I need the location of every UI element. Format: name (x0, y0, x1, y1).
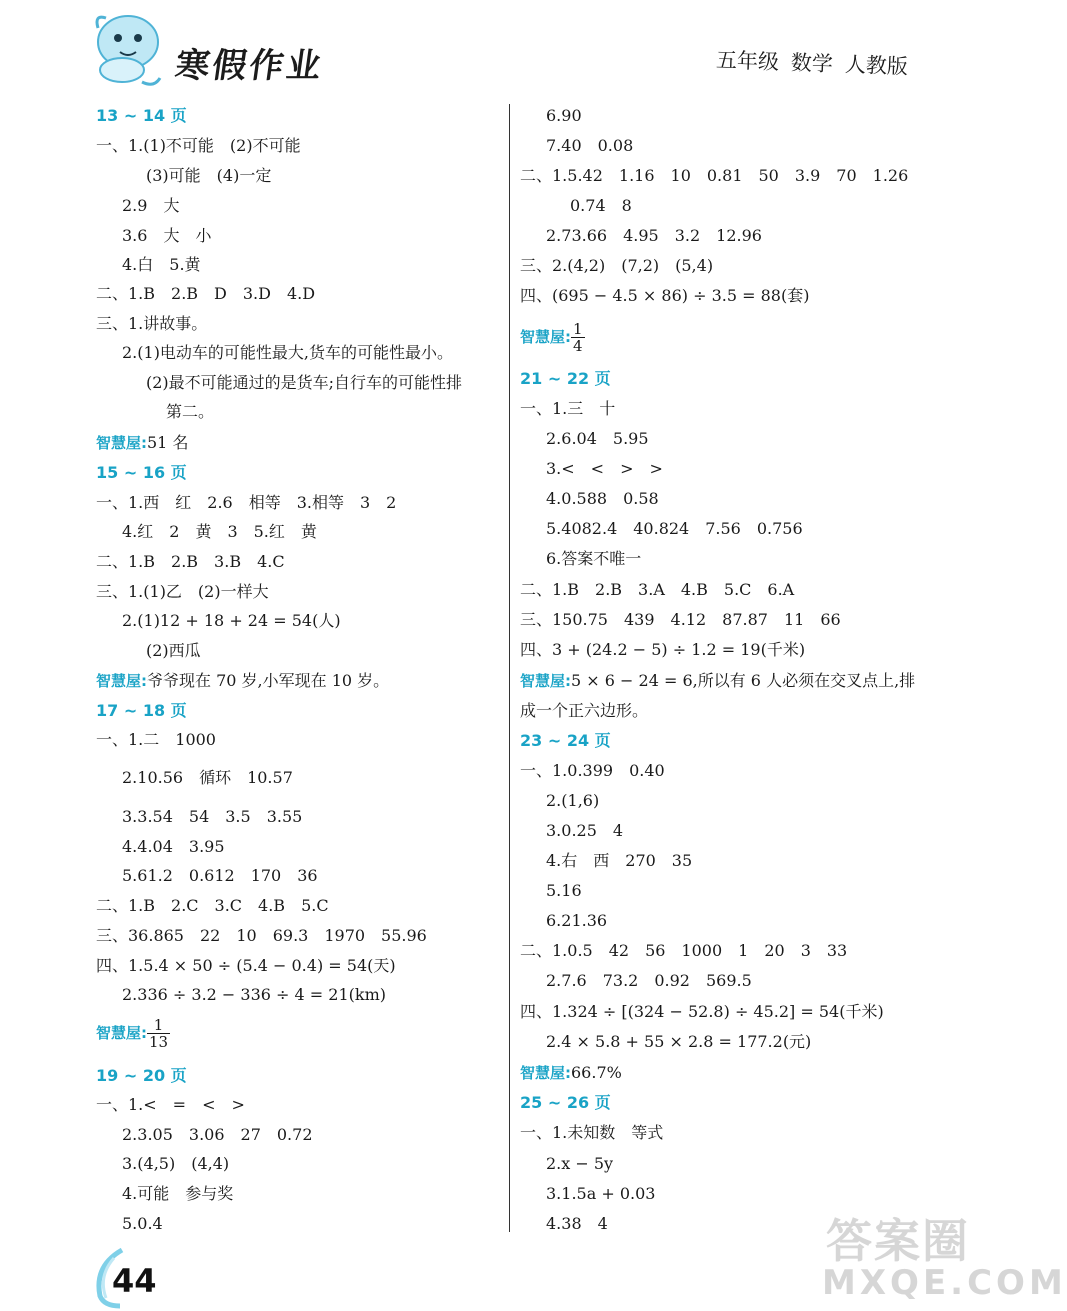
watermark-logo (818, 1205, 1067, 1307)
answer-line: 3.0.25 4 (546, 821, 624, 840)
answer-line: 一、1.西 红 2.6 相等 3.相等 3 2 (96, 493, 397, 512)
answer-line: 4.白 5.黄 (122, 255, 201, 274)
watermark-text: 答案圈 (826, 1214, 970, 1268)
answer-line: 四、1.5.4 × 50 ÷ (5.4 − 0.4) = 54(天) (96, 956, 396, 975)
dolphin-mascot-icon (92, 8, 166, 92)
wisdom-label: 智慧屋: (520, 672, 571, 690)
wisdom-fraction (147, 1017, 170, 1050)
answer-line: 2.3.05 3.06 27 0.72 (122, 1125, 313, 1144)
answer-line: 三、2.(4,2) (7,2) (5,4) (520, 256, 714, 275)
answer-line: 四、1.324 ÷ [(324 − 52.8) ÷ 45.2] = 54(千米) (520, 1002, 884, 1021)
answer-line: 5.16 (546, 881, 582, 900)
wisdom-answer (96, 670, 389, 692)
answer-line: 2.7.6 73.2 0.92 569.5 (546, 971, 752, 990)
answer-line: 2.4 × 5.8 + 55 × 2.8 = 177.2(元) (546, 1032, 812, 1051)
answer-line: 3.6 大 小 (122, 226, 212, 245)
wisdom-answer (96, 1017, 170, 1050)
answer-line: 2.9 大 (122, 196, 180, 215)
wisdom-label: 智慧屋: (96, 1024, 147, 1042)
answer-line: (2)最不可能通过的是货车;自行车的可能性排 (146, 373, 463, 392)
answer-line: 2.x − 5y (546, 1154, 614, 1173)
wisdom-text: 66.7% (571, 1063, 622, 1082)
answer-line: 三、1.(1)乙 (2)一样大 (96, 582, 269, 601)
fraction-numerator: 1 (573, 320, 583, 338)
answer-line: 三、36.865 22 10 69.3 1970 55.96 (96, 926, 427, 945)
answer-line: 3.(4,5) (4,4) (122, 1154, 230, 1173)
answer-line: 5.61.2 0.612 170 36 (122, 866, 318, 885)
wisdom-fraction (571, 321, 585, 354)
answer-line: 2.(1)12 + 18 + 24 = 54(人) (122, 611, 341, 630)
section-title: 25 ~ 26 页 (520, 1093, 611, 1112)
answer-line: 2.336 ÷ 3.2 − 336 ÷ 4 = 21(km) (122, 985, 386, 1004)
answer-line: 4.红 2 黄 3 5.红 黄 (122, 522, 317, 541)
wisdom-text: 爷爷现在 70 岁,小军现在 10 岁。 (147, 671, 390, 690)
wisdom-text-continued: 成一个正六边形。 (520, 701, 649, 720)
answer-line: 四、(695 − 4.5 × 86) ÷ 3.5 = 88(套) (520, 286, 810, 305)
wisdom-label: 智慧屋: (96, 672, 147, 690)
answer-line: (2)西瓜 (146, 641, 201, 660)
section-title: 13 ~ 14 页 (96, 106, 187, 125)
answer-line: 4.可能 参与奖 (122, 1184, 234, 1203)
page-header (0, 0, 1000, 95)
wisdom-text: 51 名 (147, 433, 189, 452)
answer-line: 0.74 8 (570, 196, 632, 215)
answer-line: 3.3.54 54 3.5 3.55 (122, 807, 303, 826)
answer-line: 一、1.< = < > (96, 1095, 245, 1114)
answer-line: 4.4.04 3.95 (122, 837, 225, 856)
page-number: 44 (112, 1262, 157, 1300)
wisdom-answer (520, 670, 915, 692)
answer-line: 4.右 西 270 35 (546, 851, 693, 870)
answer-line: 三、150.75 439 4.12 87.87 11 66 (520, 610, 841, 629)
wisdom-label: 智慧屋: (520, 1064, 571, 1082)
answer-line: 2.10.56 循环 10.57 (122, 768, 293, 787)
answer-line: 二、1.0.5 42 56 1000 1 20 3 33 (520, 941, 848, 960)
fraction-numerator: 1 (147, 1017, 170, 1034)
answer-line: 三、1.讲故事。 (96, 314, 208, 333)
answer-line: 二、1.B 2.B 3.A 4.B 5.C 6.A (520, 580, 795, 599)
wisdom-label: 智慧屋: (520, 328, 571, 346)
answer-line: 一、1.(1)不可能 (2)不可能 (96, 136, 301, 155)
answer-line: 3.1.5a + 0.03 (546, 1184, 656, 1203)
answer-line: 5.0.4 (122, 1214, 163, 1233)
answer-line: 4.38 4 (546, 1214, 608, 1233)
answer-line: 4.0.588 0.58 (546, 489, 659, 508)
wisdom-answer (520, 1062, 622, 1084)
answer-line: 一、1.二 1000 (96, 730, 216, 749)
answer-line: 2.6.04 5.95 (546, 429, 649, 448)
answer-line: 2.73.66 4.95 3.2 12.96 (546, 226, 762, 245)
answer-line: 一、1.未知数 等式 (520, 1123, 664, 1142)
wisdom-text: 5 × 6 − 24 = 6,所以有 6 人必须在交叉点上,排 (571, 671, 916, 690)
answer-line: 二、1.B 2.C 3.C 4.B 5.C (96, 896, 329, 915)
fraction-denominator: 4 (573, 337, 583, 355)
grade-subject-edition (715, 44, 920, 81)
answer-line: 一、1.0.399 0.40 (520, 761, 665, 780)
answer-line: 3.< < > > (546, 459, 663, 478)
answer-line: 6.90 (546, 106, 582, 125)
section-title: 17 ~ 18 页 (96, 701, 187, 720)
answer-line: 二、1.B 2.B D 3.D 4.D (96, 284, 316, 303)
answer-line: 一、1.三 十 (520, 399, 616, 418)
answer-line: 6.答案不唯一 (546, 549, 642, 568)
answer-line: 第二。 (166, 402, 215, 421)
answer-line: (3)可能 (4)一定 (146, 166, 272, 185)
section-title: 21 ~ 22 页 (520, 369, 611, 388)
section-title: 15 ~ 16 页 (96, 463, 187, 482)
answer-line: 7.40 0.08 (546, 136, 634, 155)
brand-title: 寒假作业 (172, 46, 327, 86)
edition-label: 人教版 (844, 52, 909, 79)
answer-line: 2.(1)电动车的可能性最大,货车的可能性最小。 (122, 343, 454, 362)
answer-line: 6.21.36 (546, 911, 608, 930)
watermark-url: MXQE.COM (822, 1263, 1067, 1303)
subject-label: 数学 (790, 50, 834, 77)
wisdom-label: 智慧屋: (96, 434, 147, 452)
answer-line: 四、3 + (24.2 − 5) ÷ 1.2 = 19(千米) (520, 640, 806, 659)
answer-line: 二、1.5.42 1.16 10 0.81 50 3.9 70 1.26 (520, 166, 909, 185)
column-divider (509, 104, 510, 1232)
answer-line: 二、1.B 2.B 3.B 4.C (96, 552, 285, 571)
answer-line: 2.(1,6) (546, 791, 600, 810)
grade-label: 五年级 (715, 48, 780, 75)
answer-line: 5.4082.4 40.824 7.56 0.756 (546, 519, 803, 538)
wisdom-answer (520, 321, 585, 354)
fraction-denominator: 13 (149, 1033, 169, 1051)
section-title: 19 ~ 20 页 (96, 1066, 187, 1085)
wisdom-answer (96, 432, 188, 454)
section-title: 23 ~ 24 页 (520, 731, 611, 750)
